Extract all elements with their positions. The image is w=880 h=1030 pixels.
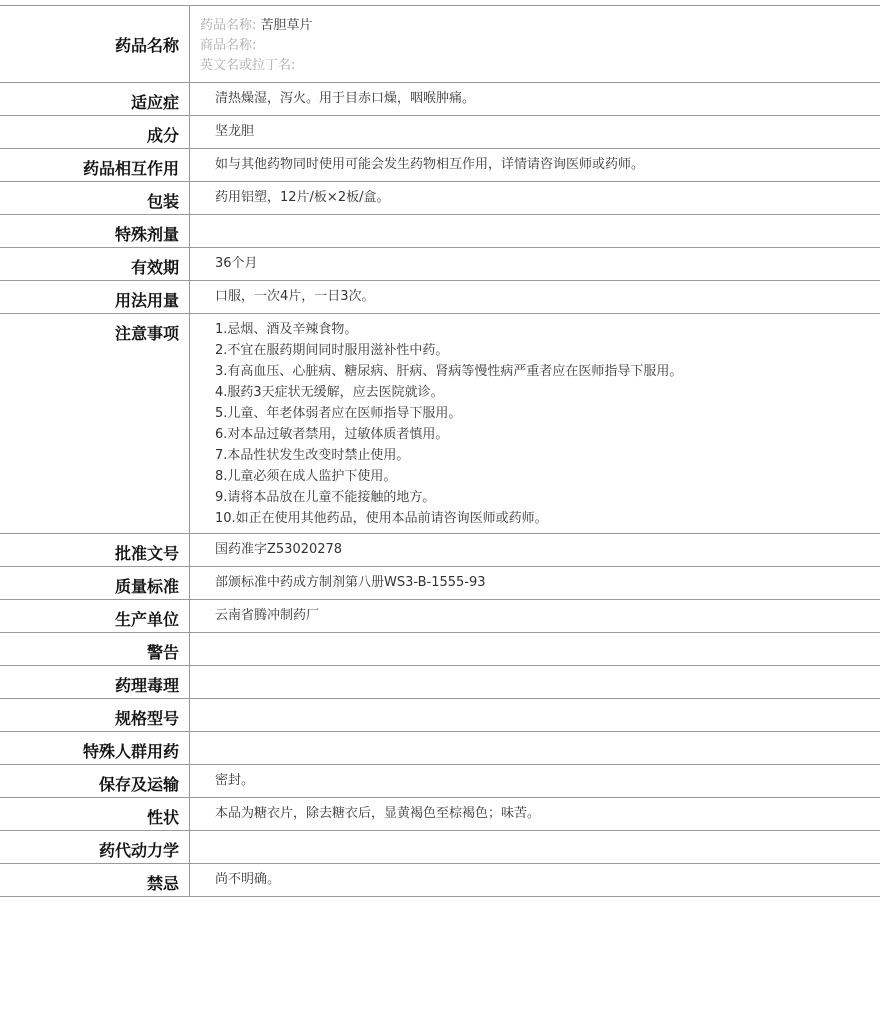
trade-name-line	[200, 36, 880, 56]
precaution-item: 2.不宜在服药期间同时服用滋补性中药。	[215, 343, 449, 358]
row-shelf-life	[0, 248, 880, 281]
row-label: 药品相互作用	[0, 149, 190, 181]
row-label: 成分	[0, 116, 190, 148]
precaution-item: 7.本品性状发生改变时禁止使用。	[215, 448, 410, 463]
row-pharmacology	[0, 666, 880, 699]
row-label: 警告	[0, 633, 190, 665]
row-label: 有效期	[0, 248, 190, 280]
row-drug-name	[0, 6, 880, 83]
row-drug-interactions	[0, 149, 880, 182]
row-manufacturer	[0, 600, 880, 633]
row-value	[190, 831, 880, 863]
row-specification	[0, 699, 880, 732]
row-label: 生产单位	[0, 600, 190, 632]
row-storage	[0, 765, 880, 798]
precaution-item: 6.对本品过敏者禁用，过敏体质者慎用。	[215, 427, 449, 442]
generic-name-value: 苦胆草片	[260, 18, 313, 33]
row-indications	[0, 83, 880, 116]
generic-name-line	[200, 16, 880, 36]
row-label: 质量标准	[0, 567, 190, 599]
generic-name-key: 药品名称:	[200, 18, 257, 33]
row-value: 密封。	[215, 773, 255, 788]
row-value	[190, 666, 880, 698]
row-label: 药品名称	[0, 6, 190, 82]
row-packaging	[0, 182, 880, 215]
row-value	[190, 732, 880, 764]
row-value: 清热燥湿，泻火。用于目赤口燥，咽喉肿痛。	[215, 91, 476, 106]
row-dosage	[0, 281, 880, 314]
row-label: 保存及运输	[0, 765, 190, 797]
row-approval-number	[0, 534, 880, 567]
row-label: 规格型号	[0, 699, 190, 731]
row-value: 云南省腾冲制药厂	[215, 608, 320, 623]
precaution-item: 3.有高血压、心脏病、糖尿病、肝病、肾病等慢性病严重者应在医师指导下服用。	[215, 364, 683, 379]
row-label: 性状	[0, 798, 190, 830]
row-label: 药理毒理	[0, 666, 190, 698]
row-value: 坚龙胆	[215, 124, 255, 139]
row-value	[190, 215, 880, 247]
precaution-item: 9.请将本品放在儿童不能接触的地方。	[215, 490, 436, 505]
row-value	[190, 699, 880, 731]
row-value: 部颁标准中药成方制剂第八册WS3-B-1555-93	[215, 575, 486, 590]
row-value: 本品为糖衣片，除去糖衣后，显黄褐色至棕褐色；味苦。	[215, 806, 541, 821]
precaution-item: 10.如正在使用其他药品，使用本品前请咨询医师或药师。	[215, 511, 548, 526]
row-value: 尚不明确。	[215, 872, 281, 887]
row-contraindications	[0, 864, 880, 897]
row-value: 药用铝塑，12片/板×2板/盒。	[215, 190, 390, 205]
drug-name-values	[190, 6, 880, 82]
english-name-line	[200, 56, 880, 76]
row-label: 特殊人群用药	[0, 732, 190, 764]
row-quality-standard	[0, 567, 880, 600]
trade-name-key: 商品名称:	[200, 38, 257, 53]
precautions-list	[190, 314, 880, 533]
row-special-dosage	[0, 215, 880, 248]
row-label: 包装	[0, 182, 190, 214]
english-name-key: 英文名或拉丁名:	[200, 58, 296, 73]
row-value: 36个月	[215, 256, 258, 271]
row-label: 注意事项	[0, 314, 190, 533]
drug-info-table	[0, 5, 880, 897]
precaution-item: 4.服药3天症状无缓解，应去医院就诊。	[215, 385, 444, 400]
row-pharmacokinetics	[0, 831, 880, 864]
row-label: 批准文号	[0, 534, 190, 566]
row-warning	[0, 633, 880, 666]
row-special-populations	[0, 732, 880, 765]
row-value	[190, 633, 880, 665]
row-label: 用法用量	[0, 281, 190, 313]
row-label: 药代动力学	[0, 831, 190, 863]
row-description	[0, 798, 880, 831]
row-label: 禁忌	[0, 864, 190, 896]
row-value: 国药准字Z53020278	[215, 542, 343, 557]
row-precautions	[0, 314, 880, 534]
precaution-item: 5.儿童、年老体弱者应在医师指导下服用。	[215, 406, 462, 421]
precaution-item: 1.忌烟、酒及辛辣食物。	[215, 322, 358, 337]
row-ingredients	[0, 116, 880, 149]
row-value: 口服，一次4片，一日3次。	[215, 289, 375, 304]
row-value: 如与其他药物同时使用可能会发生药物相互作用，详情请咨询医师或药师。	[215, 157, 645, 172]
precaution-item: 8.儿童必须在成人监护下使用。	[215, 469, 397, 484]
row-label: 适应症	[0, 83, 190, 115]
row-label: 特殊剂量	[0, 215, 190, 247]
